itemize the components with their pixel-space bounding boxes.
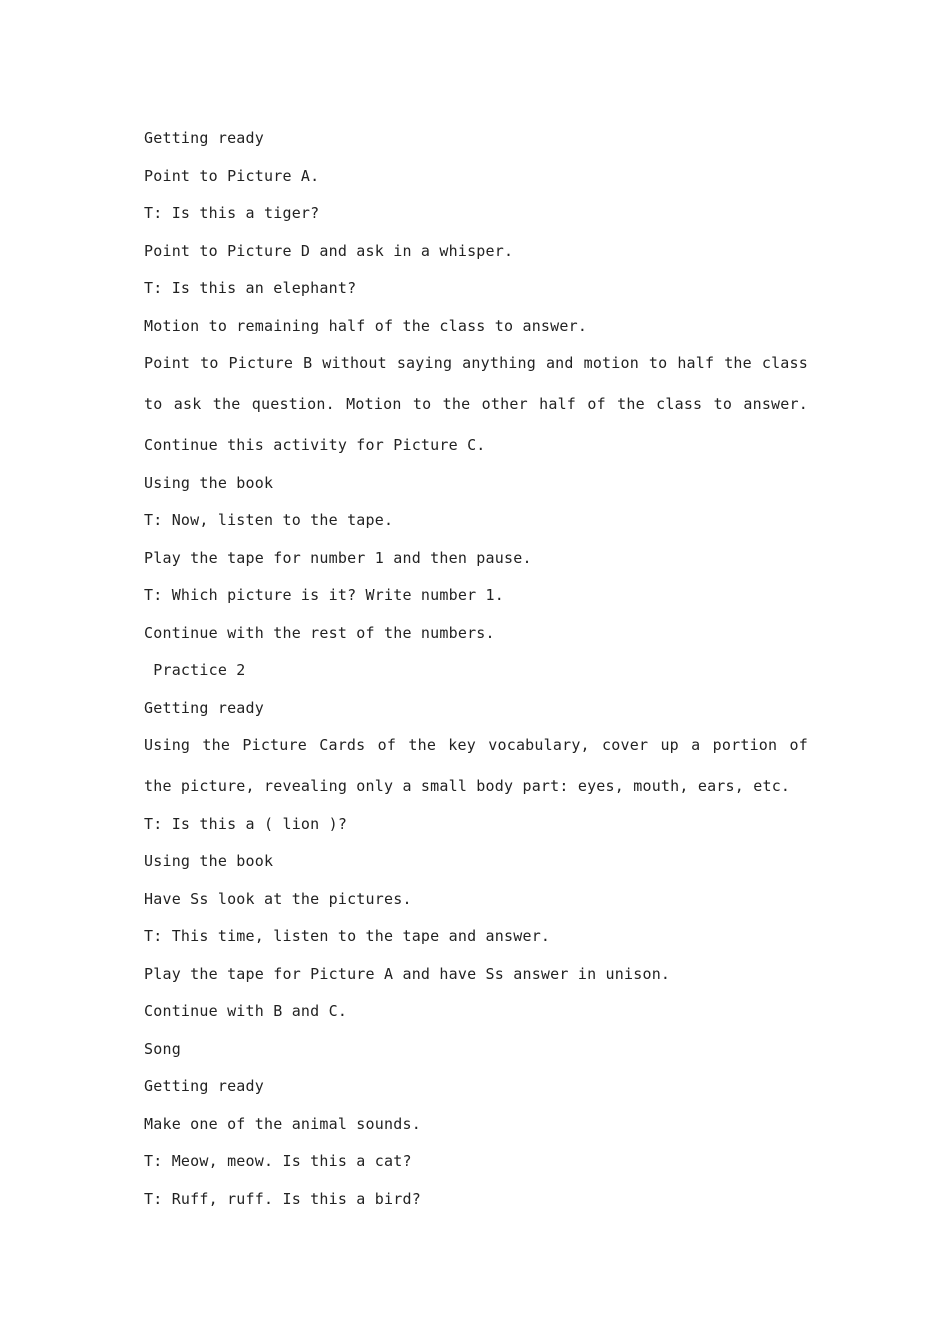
teacher-line: T: Ruff, ruff. Is this a bird? [144, 1189, 421, 1208]
teacher-line: T: Now, listen to the tape. [144, 511, 394, 529]
document-body [144, 128, 808, 1226]
instruction-line: Continue with the rest of the numbers. [144, 623, 495, 642]
teacher-line: T: This time, listen to the tape and answer. [144, 927, 551, 945]
heading-using-the-book: Using the book [144, 473, 274, 492]
heading-getting-ready: Getting ready [144, 129, 264, 147]
teacher-line: T: Which picture is it? Write number 1. [144, 586, 504, 604]
instruction-paragraph: Using the Picture Cards of the key vocabulary, cover up a portion of the picture, revealing only a small body part: eyes, mouth, ears, etc. [144, 735, 808, 795]
instruction-paragraph: Point to Picture B without saying anything and motion to half the class to ask the question. Motion to the other half of the class to answer. Continue this activity for Picture C. [144, 353, 808, 454]
instruction-line: Play the tape for number 1 and then pause. [144, 548, 532, 567]
heading-getting-ready: Getting ready [144, 698, 264, 717]
instruction-line: Play the tape for Picture A and have Ss answer in unison. [144, 964, 671, 983]
section-heading-song: Song [144, 1039, 181, 1058]
teacher-line: T: Is this a tiger? [144, 204, 320, 222]
instruction-line: Make one of the animal sounds. [144, 1114, 421, 1133]
instruction-line: Point to Picture A. [144, 166, 320, 185]
instruction-line: Motion to remaining half of the class to answer. [144, 316, 588, 335]
instruction-line: Have Ss look at the pictures. [144, 889, 412, 908]
instruction-line: Continue with B and C. [144, 1002, 348, 1020]
teacher-line: T: Meow, meow. Is this a cat? [144, 1152, 412, 1170]
instruction-line: Point to Picture D and ask in a whisper. [144, 241, 514, 260]
teacher-line: T: Is this an elephant? [144, 279, 357, 297]
section-heading-practice-2: Practice 2 [144, 661, 246, 679]
heading-using-the-book: Using the book [144, 852, 274, 870]
teacher-line: T: Is this a ( lion )? [144, 814, 348, 833]
heading-getting-ready: Getting ready [144, 1077, 264, 1095]
